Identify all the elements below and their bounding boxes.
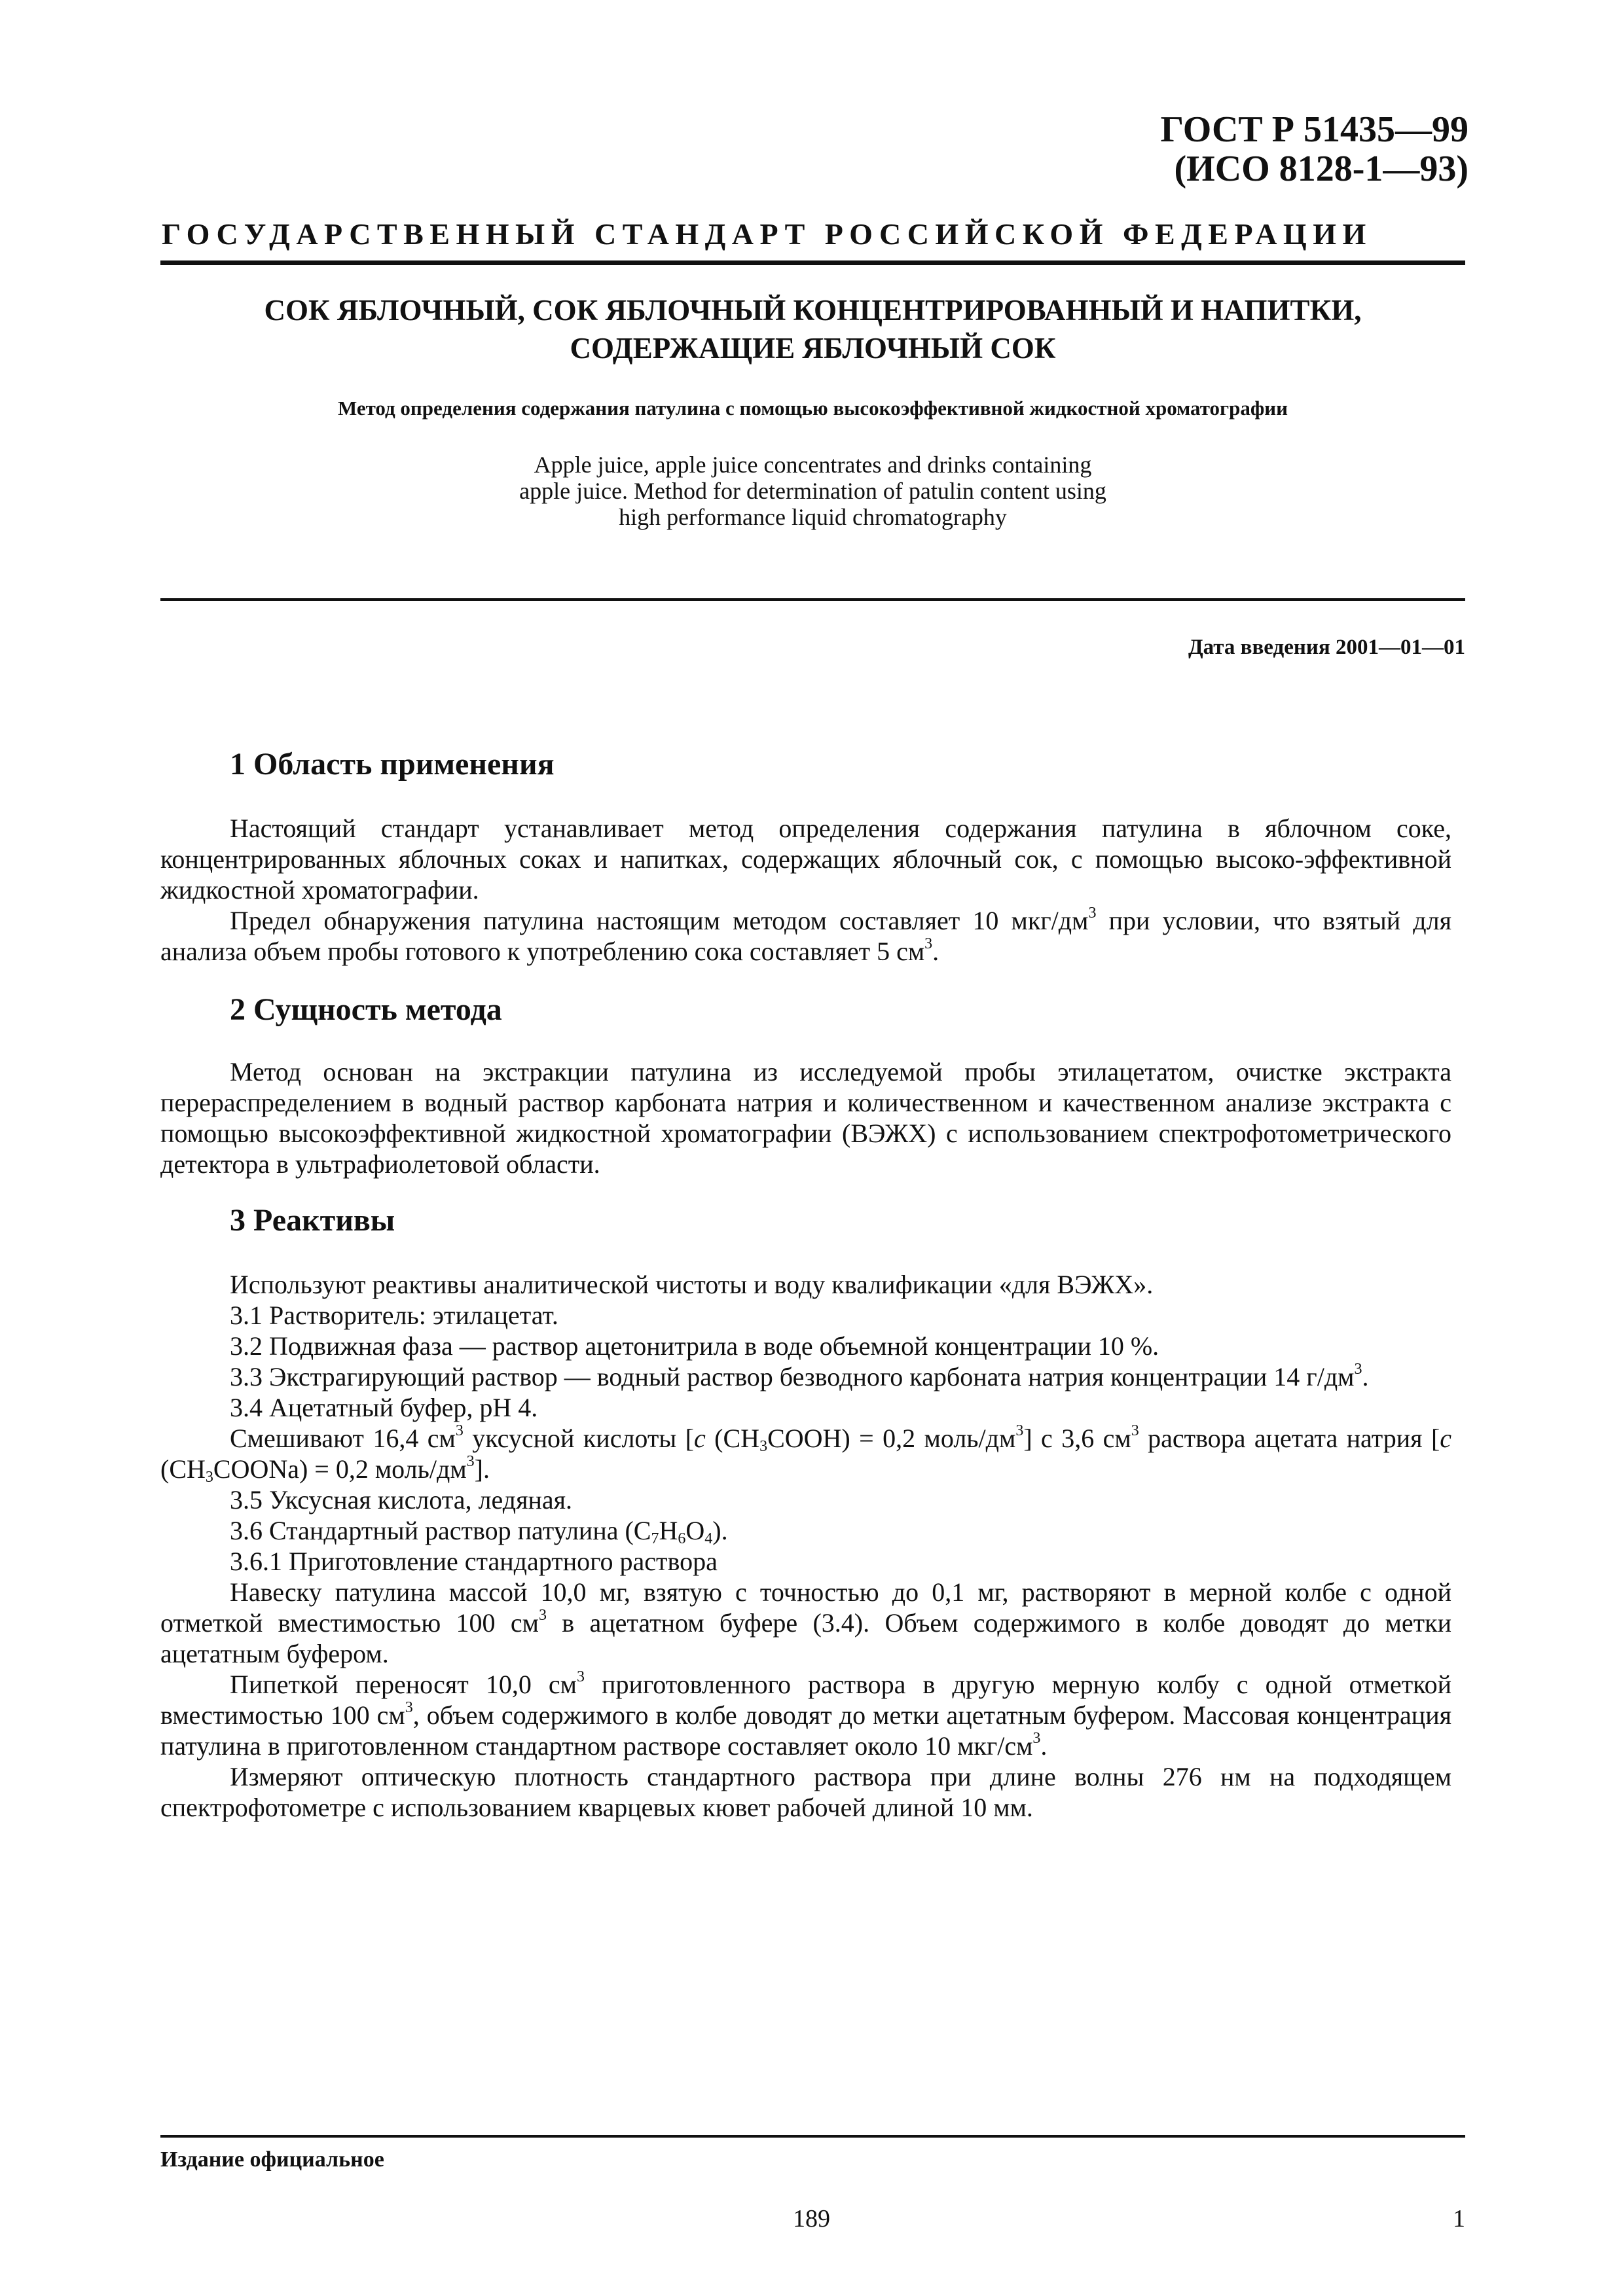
paragraph: Измеряют оптическую плотность стандартного раствора при длине волны 276 нм на подходящем спектрофотометре с использованием кварцевых кювет рабочей длиной 10 мм. bbox=[160, 1762, 1451, 1822]
paragraph: Смешивают 16,4 $см^3$ уксусной кислоты [c $(CH_3COOH) = 0,2$ моль/$дм^3$] с 3,6 $см^3$ раствора ацетата натрия [c $(CH_3COONa) = 0,2$ моль/$дм^3$]. bbox=[160, 1422, 1452, 1486]
paragraph: Пипеткой переносят 10,0 $см^3$ приготовленного раствора в другую мерную колбу с одной отметкой вместимостью 100 $см^3$, объем содержимого в колбе доводят до метки ацетатным буфером. Массовая концентрация патулина в приготовленном стандартном растворе составляет около 10 мкг/$см^3$. bbox=[160, 1668, 1452, 1761]
document-title bbox=[160, 291, 1465, 367]
section-heading: 3 Реактивы bbox=[230, 1203, 395, 1238]
list-item: 3.1 Растворитель: этилацетат. bbox=[230, 1300, 558, 1330]
section-body bbox=[160, 1269, 1451, 1823]
list-item: 3.3 Экстрагирующий раствор — водный раствор безводного карбоната натрия концентрации 14 $г/дм^3$. bbox=[230, 1361, 1369, 1391]
paragraph: Используют реактивы аналитической чистоты и воду квалификации «для ВЭЖХ». bbox=[230, 1270, 1154, 1299]
english-title-line: apple juice. Method for determination of patulin content using bbox=[519, 478, 1106, 504]
introduction-date: Дата введения 2001—01—01 bbox=[1188, 636, 1465, 659]
list-item: 3.6.1 Приготовление стандартного раствора bbox=[230, 1547, 718, 1576]
title-line: СОДЕРЖАЩИЕ ЯБЛОЧНЫЙ СОК bbox=[570, 332, 1056, 365]
list-item: 3.4 Ацетатный буфер, pH 4. bbox=[230, 1393, 538, 1422]
english-title bbox=[160, 452, 1465, 530]
section-heading: 1 Область применения bbox=[230, 747, 555, 781]
page-number: 189 bbox=[793, 2205, 830, 2233]
header-rule bbox=[160, 260, 1465, 265]
paragraph: Метод основан на экстракции патулина из исследуемой пробы этилацетатом, очистке экстракта перераспределением в водный раствор карбоната натрия и количественном и качественном анализе экстракта с помощью высокоэффективной жидкостной хроматографии (ВЭЖХ) с использованием спектрофотометрического детектора в ультрафиолетовой области. bbox=[160, 1057, 1451, 1179]
state-standard-banner: ГОСУДАРСТВЕННЫЙ СТАНДАРТ РОССИЙСКОЙ ФЕДЕРАЦИИ bbox=[162, 217, 1372, 251]
title-rule bbox=[160, 598, 1465, 601]
document-number bbox=[1161, 110, 1468, 188]
iso-number: (ИСО 8128-1—93) bbox=[1174, 149, 1468, 189]
list-item: 3.6 Стандартный раствор патулина $(C_7H_6O_4)$. bbox=[230, 1516, 728, 1547]
list-item: 3.2 Подвижная фаза — раствор ацетонитрила в воде объемной концентрации 10 %. bbox=[230, 1331, 1159, 1361]
english-title-line: high performance liquid chromatography bbox=[619, 504, 1007, 530]
paragraph: Настоящий стандарт устанавливает метод определения содержания патулина в яблочном соке, концентрированных яблочных соках и напитках, содержащих яблочный сок, с помощью высоко-эффективной жидкостной хроматографии. bbox=[160, 814, 1451, 905]
paragraph: Навеску патулина массой 10,0 мг, взятую с точностью до 0,1 мг, растворяют в мерной колбе с одной отметкой вместимостью 100 $см^3$ в ацетатном буфере (3.4). Объем содержимого в колбе доводят до метки ацетатным буфером. bbox=[160, 1577, 1451, 1668]
sheet-number: 1 bbox=[1453, 2205, 1465, 2233]
section-heading: 2 Сущность метода bbox=[230, 992, 502, 1027]
list-item: 3.5 Уксусная кислота, ледяная. bbox=[230, 1485, 573, 1515]
english-title-line: Apple juice, apple juice concentrates and drinks containing bbox=[534, 452, 1092, 478]
section-body bbox=[160, 813, 1451, 967]
edition-label: Издание официальное bbox=[160, 2147, 384, 2172]
document-subtitle: Метод определения содержания патулина с помощью высокоэффективной жидкостной хроматографии bbox=[337, 397, 1288, 420]
gost-number: ГОСТ Р 51435—99 bbox=[1160, 109, 1468, 150]
section-body bbox=[160, 1056, 1451, 1179]
footer-rule bbox=[160, 2135, 1465, 2138]
title-line: СОК ЯБЛОЧНЫЙ, СОК ЯБЛОЧНЫЙ КОНЦЕНТРИРОВАННЫЙ И НАПИТКИ, bbox=[264, 294, 1362, 327]
paragraph: Предел обнаружения патулина настоящим методом составляет 10 мкг/$дм^3$ при условии, что взятый для анализа объем пробы готового к употреблению сока составляет 5 $см^3$. bbox=[160, 905, 1451, 966]
